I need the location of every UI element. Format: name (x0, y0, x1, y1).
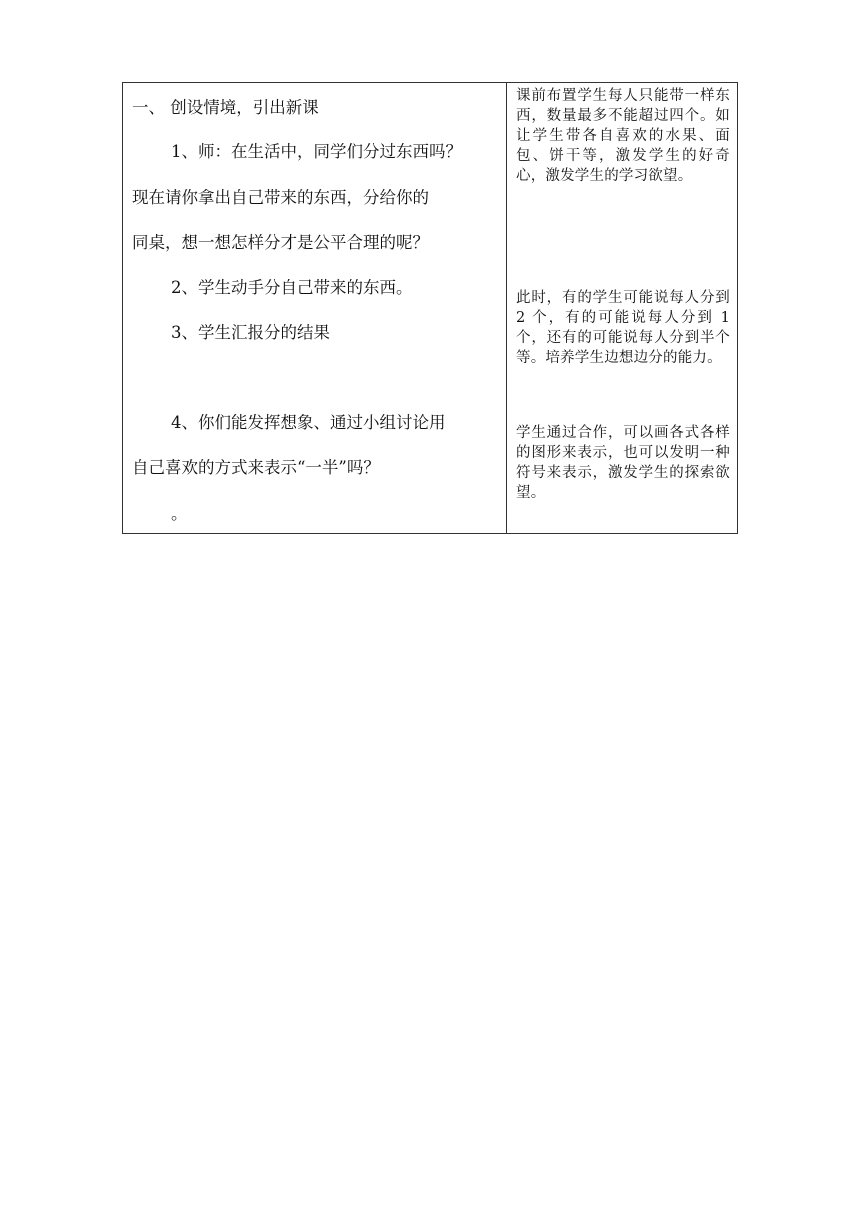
item1-line3: 同桌，想一想怎样分才是公平合理的呢？ (132, 233, 429, 252)
section-heading: 一、 创设情境，引出新课 (132, 98, 319, 117)
item2-text: 2、学生动手分自己带来的东西。 (171, 278, 413, 297)
teaching-process-cell (123, 83, 507, 533)
item3-text: 3、学生汇报分的结果 (171, 323, 330, 342)
item4-line2: 自己喜欢的方式来表示“一半”吗？ (132, 458, 380, 477)
note-representation: 学生通过合作，可以画各式各样的图形来表示，也可以发明一种符号来表示，激发学生的探索欲望。 (516, 425, 730, 501)
item1-line1: 1、师：在生活中，同学们分过东西吗？ (171, 142, 462, 161)
item4-line1: 4、你们能发挥想象、通过小组讨论用 (171, 413, 446, 432)
note-preparation: 课前布置学生每人只能带一样东西，数量最多不能超过四个。如让学生带各自喜欢的水果、面包、饼干等，激发学生的好奇心，激发学生的学习欲望。 (516, 88, 730, 184)
trailing-mark: 。 (171, 504, 188, 523)
note-sharing-results: 此时，有的学生可能说每人分到 2 个，有的可能说每人分到 1 个，还有的可能说每人分到半个等。培养学生边想边分的能力。 (516, 290, 730, 366)
design-intent-cell (507, 83, 737, 533)
lesson-plan-table (122, 82, 738, 534)
item1-line2: 现在请你拿出自己带来的东西，分给你的 (132, 188, 429, 207)
